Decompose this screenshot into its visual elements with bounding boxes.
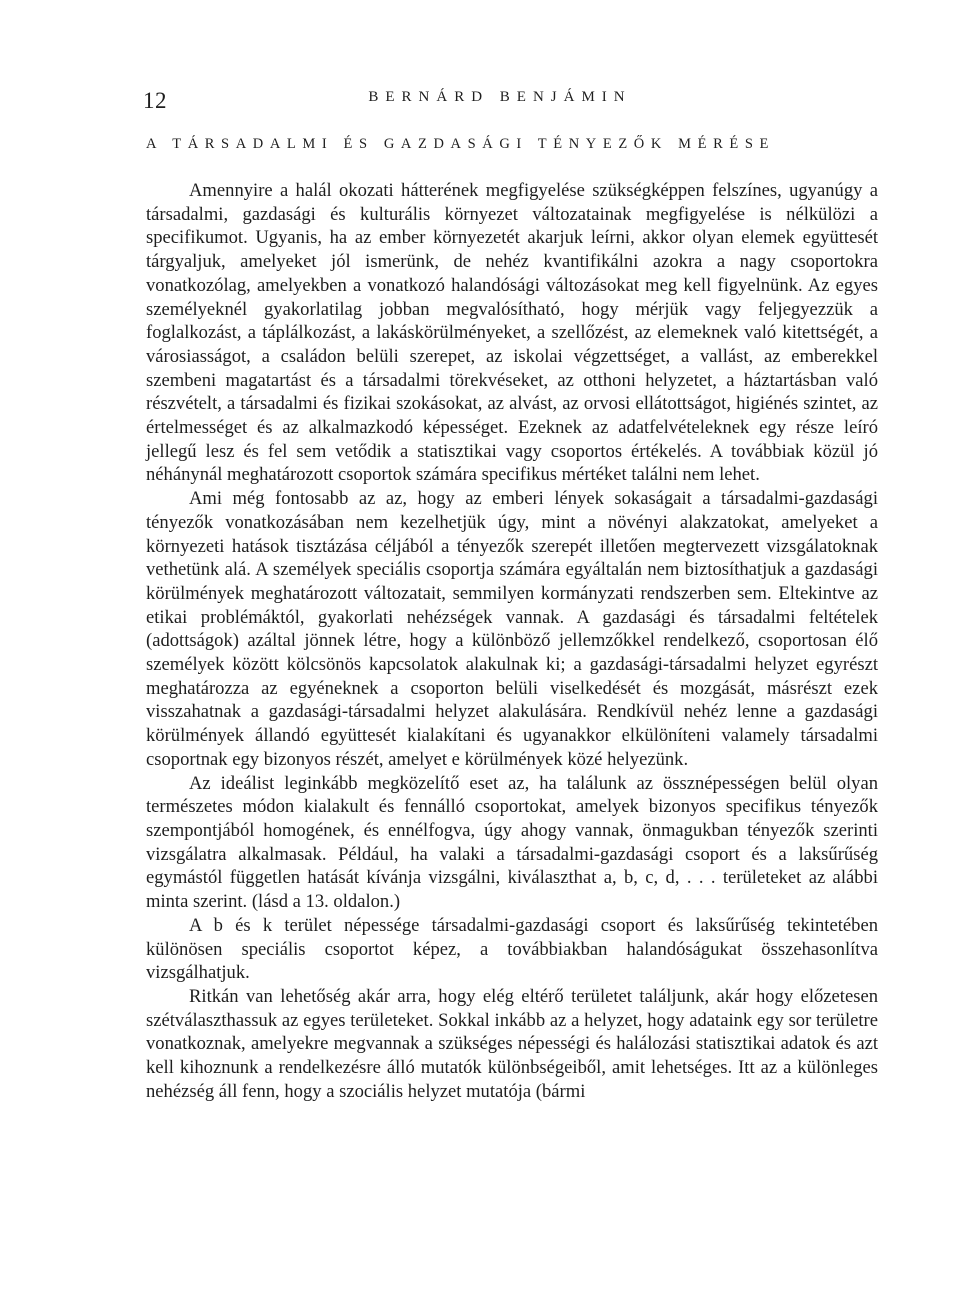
paragraph: Ritkán van lehetőség akár arra, hogy elég eltérő területet találjunk, akár hogy előzetesen szétválaszthassuk az egyes területeket. Sokkal inkább az a helyzet, hogy adataink egy sor területre vonatkoznak, amelyekre megvannak a szükséges népességi és halálozási statisztikai adatok és azt kell kihoznunk a rendelkezésre álló mutatók különbségeiből, amit lehetséges. Itt az a különleges nehézség áll fenn, hogy a szociális helyzet mutatója (bármi <box>146 985 878 1102</box>
paragraph: Amennyire a halál okozati hátterének megfigyelése szükségképpen felszínes, ugyanúgy a társadalmi, gazdasági és kulturális környezet változatainak megfigyelése is nélkülözi a specifikumot. Ugyanis, ha az ember környezetét akarjuk leírni, akkor olyan elemek együttesét tárgyaljuk, amelyeket jól ismerünk, de nehéz kvantifikálni azokra a nagy csoportokra vonatkozólag, amelyekben a vonatkozó halandósági változásokat meg kell figyelnünk. Az egyes személyeknél gyakorlatilag jobban megvalósítható, hogy mérjük vagy feljegyezzük a foglalkozást, a táplálkozást, a lakáskörülményeket, a szellőzést, az elemeknek való kitettségét, a városiasságot, a családon belüli szerepet, az iskolai végzettséget, a vallást, az emberekkel szembeni magatartást és a társadalmi törekvéseket, az otthoni helyzetet, a háztartásban való részvételt, a társadalmi és fizikai szokásokat, az alvást, az orvosi ellátottságot, higiénés szintet, az értelmességet és az alkalmazkodó képességet. Ezeknek az adatfelvételeknek egy része leíró jellegű lesz és fel sem vetődik a statisztikai vagy csoportos értékelés. A továbbiak közül jó néhánynál meghatározott csoportok számára specifikus mértéket találni nem lehet. <box>146 180 878 486</box>
page-number: 12 <box>143 88 167 113</box>
paragraph: Ami még fontosabb az az, hogy az emberi lények sokaságait a társadalmi-gazdasági tényezők vonatkozásában nem kezelhetjük úgy, mint a növényi alakzatokat, amelyeket a környezeti hatások tisztázása céljából a tényezők szerepét illetően megtervezett vizsgálatoknak vethetünk alá. A személyek speciális csoportja számára egyáltalán nem biztosíthatjuk a gazdasági körülmények meghatározott változatait, semmilyen kormányzati rendszerben sem. Eltekintve az etikai problémáktól, gyakorlati nehézségek vannak. A gazdasági és társadalmi feltételek (adottságok) azáltal jönnek létre, hogy a különböző jellemzőkkel rendelkező, csoportosan élő személyek között kölcsönös kapcsolatok alakulnak ki; a gazdasági-társadalmi helyzet egyrészt meghatározza az egyéneknek a csoporton belüli viselkedését és mozgását, másrészt ezek visszahatnak a gazdasági-társadalmi helyzet alakulására. Rendkívül nehéz lenne a gazdasági körülmények állandó együttesét kialakítani és ugyanakkor elkülöníteni valamely társadalmi csoportnak egy bizonyos részét, amelyet e körülmények közé helyezünk. <box>146 488 878 770</box>
body-text <box>146 179 878 1103</box>
section-title: A TÁRSADALMI ÉS GAZDASÁGI TÉNYEZŐK MÉRÉSE <box>146 136 775 152</box>
running-head: BERNÁRD BENJÁMIN <box>368 89 632 105</box>
paragraph: A b és k terület népessége társadalmi-gazdasági csoport és laksűrűség tekintetében különösen speciális csoportot képez, a továbbiakban halandóságukat összehasonlítva vizsgálhatjuk. <box>146 914 878 984</box>
paragraph: Az ideálist leginkább megközelítő eset az, ha találunk az össznépességen belül olyan természetes módon kialakult és fennálló csoportokat, amelyek bizonyos specifikus tényezők szempontjából homogének, és ennélfogva, úgy ahogy vannak, önmagukban tényezők szerinti vizsgálatra alkalmasak. Például, ha valaki a társadalmi-gazdasági csoport és a laksűrűség egymástól független hatását kívánja vizsgálni, kiválaszthat a, b, c, d, . . . területeket az alábbi minta szerint. (lásd a 13. oldalon.) <box>146 772 878 913</box>
